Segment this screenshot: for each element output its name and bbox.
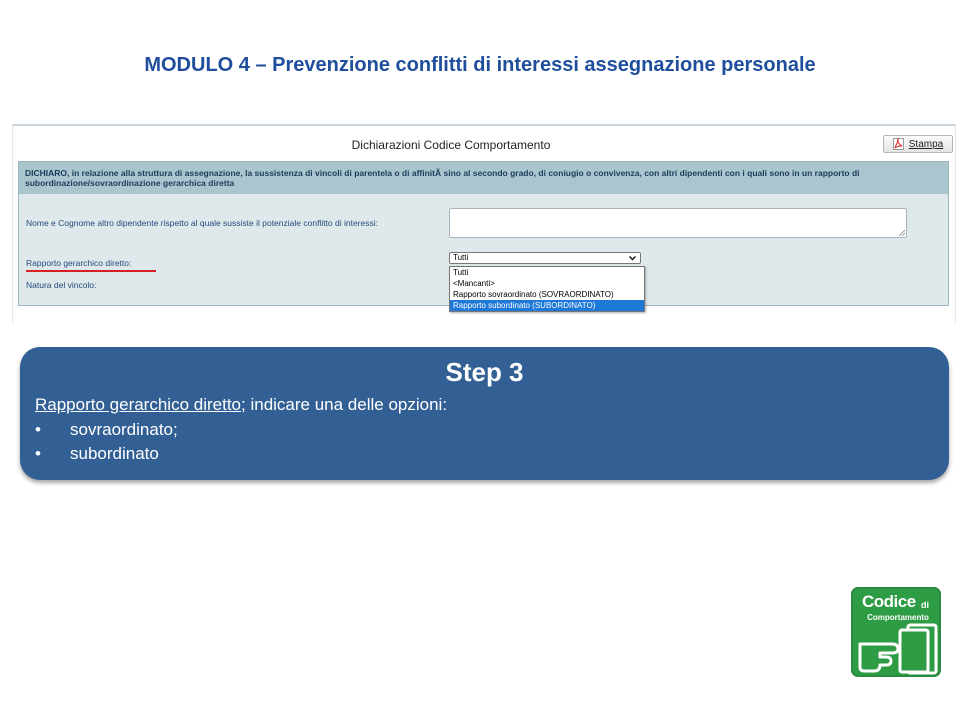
print-label: Stampa (908, 138, 944, 150)
rapporto-label: Rapporto gerarchico diretto: (26, 258, 132, 268)
resize-grip-icon[interactable] (899, 230, 905, 236)
bullet-text: sovraordinato; (70, 420, 178, 439)
slide-title: MODULO 4 – Prevenzione conflitti di interessi assegnazione personale (144, 54, 816, 76)
pdf-icon (893, 138, 904, 150)
form-screenshot (12, 124, 956, 324)
natura-label: Natura del vincolo: (26, 280, 97, 290)
step-bullet-2 (35, 444, 159, 464)
step-bullet-1 (35, 420, 178, 440)
name-label: Nome e Cognome altro dipendente rispetto al quale sussiste il potenziale conflitto di interessi: (26, 218, 379, 228)
rapporto-selected: Tutti (453, 253, 469, 262)
bullet-text: subordinato (70, 444, 159, 463)
bullet-char: • (35, 444, 41, 463)
logo-word-comportamento: Comportamento (867, 613, 929, 622)
print-button[interactable] (883, 135, 953, 153)
logo-word-codice: Codice (862, 592, 916, 611)
dropdown-option-sovraordinato[interactable]: Rapporto sovraordinato (SOVRAORDINATO) (453, 290, 614, 299)
highlight-underline (26, 270, 156, 272)
codice-comportamento-logo (851, 587, 941, 677)
dropdown-option-subordinato[interactable]: Rapporto subordinato (SUBORDINATO) (450, 300, 644, 311)
step-instruction-rest: indicare una delle opzioni: (245, 395, 448, 414)
step-callout (20, 347, 949, 480)
step-instruction-underlined: Rapporto gerarchico diretto; (35, 395, 246, 414)
hand-document-icon (856, 622, 940, 676)
declaration-text: DICHIARO, in relazione alla struttura di assegnazione, la sussistenza di vincoli di parentela o di affinitÃ sino al secondo grado, di coniugio o convivenza, con altri dipendenti con i quali sono in un rapporto di subordinazione/sovraordinazione gerarchica diretta (19, 162, 948, 194)
bullet-char: • (35, 420, 41, 439)
dropdown-option-tutti[interactable]: Tutti (453, 268, 469, 277)
declaration-form (18, 161, 949, 310)
dropdown-option-mancanti[interactable]: <Mancanti> (453, 279, 495, 288)
form-heading: Dichiarazioni Codice Comportamento (351, 138, 551, 152)
name-textarea[interactable] (449, 208, 907, 238)
step-instruction (35, 395, 447, 415)
rapporto-select[interactable] (449, 252, 641, 264)
logo-word-di: di (921, 600, 929, 610)
chevron-down-icon (628, 253, 637, 263)
step-title: Step 3 (445, 357, 524, 387)
rapporto-dropdown-list (449, 266, 645, 312)
